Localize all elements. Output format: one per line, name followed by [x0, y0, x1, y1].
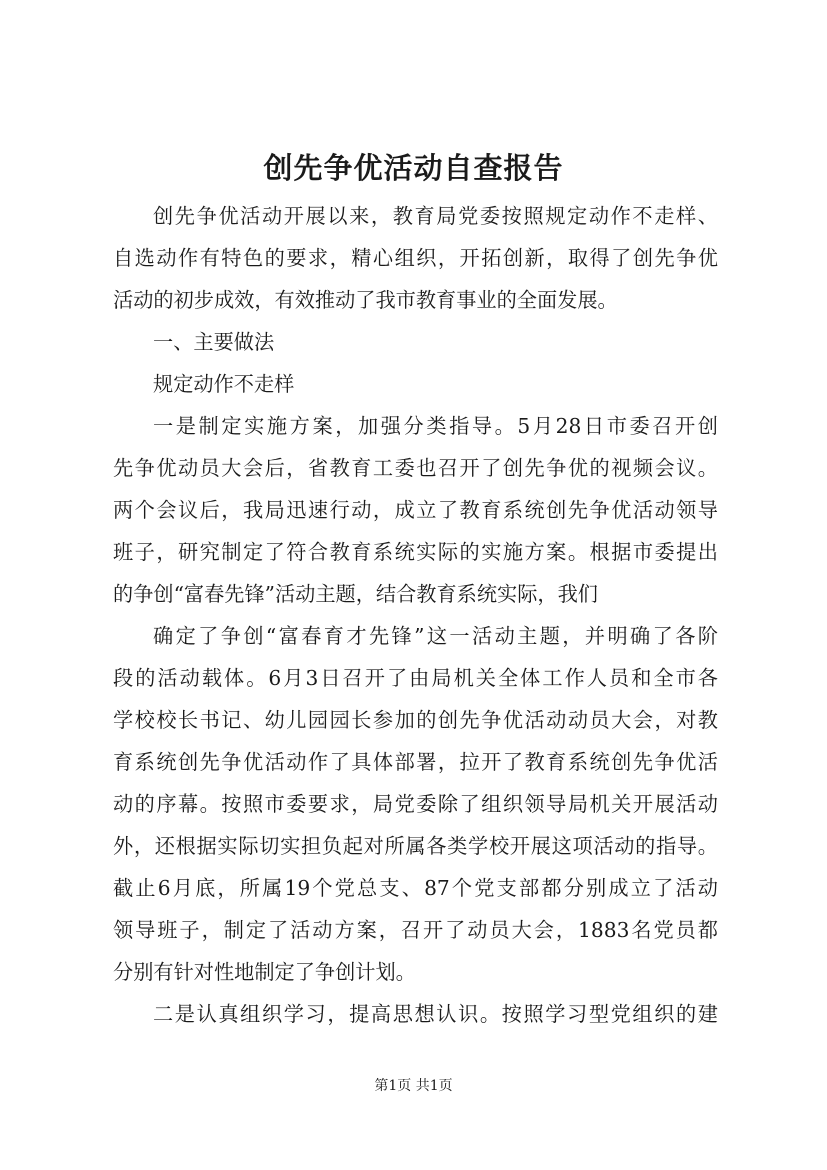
body-line-7: 先争优动员大会后，省教育工委也召开了创先争优的视频会议。	[113, 456, 718, 480]
body-line-20: 二是认真组织学习，提高思想认识。按照学习型党组织的建	[153, 1002, 718, 1026]
body-line-6: 一是制定实施方案，加强分类指导。5月28日市委召开创	[153, 414, 718, 438]
body-line-15: 动的序幕。按照市委要求，局党委除了组织领导局机关开展活动	[113, 792, 718, 816]
body-line-1: 创先争优活动开展以来，教育局党委按照规定动作不走样、	[153, 204, 718, 228]
body-line-12: 段的活动载体。6月3日召开了由局机关全体工作人员和全市各	[113, 666, 718, 690]
body-line-8: 两个会议后，我局迅速行动，成立了教育系统创先争优活动领导	[113, 498, 718, 522]
body-line-13: 学校校长书记、幼儿园园长参加的创先争优活动动员大会，对教	[113, 708, 718, 732]
subsection-heading: 规定动作不走样	[153, 372, 295, 396]
page-footer: 第1页 共1页	[374, 1078, 453, 1094]
body-line-18: 领导班子，制定了活动方案，召开了动员大会，1883名党员都	[113, 918, 718, 942]
document-title: 创先争优活动自查报告	[263, 151, 564, 185]
body-line-14: 育系统创先争优活动作了具体部署，拉开了教育系统创先争优活	[113, 750, 718, 774]
body-line-19: 分别有针对性地制定了争创计划。	[113, 960, 416, 984]
body-line-16: 外，还根据实际切实担负起对所属各类学校开展这项活动的指导。	[113, 834, 718, 858]
body-line-2: 自选动作有特色的要求，精心组织，开拓创新，取得了创先争优	[113, 246, 718, 270]
body-line-11: 确定了争创“富春育才先锋”这一活动主题，并明确了各阶	[153, 624, 718, 648]
body-line-17: 截止6月底，所属19个党总支、87个党支部都分别成立了活动	[113, 876, 718, 900]
body-line-9: 班子，研究制定了符合教育系统实际的实施方案。根据市委提出	[113, 540, 718, 564]
body-line-3: 活动的初步成效，有效推动了我市教育事业的全面发展。	[113, 288, 618, 312]
section-heading: 一、主要做法	[153, 330, 275, 354]
body-line-10: 的争创“富春先锋”活动主题，结合教育系统实际，我们	[113, 582, 598, 606]
document-body	[113, 195, 718, 1035]
